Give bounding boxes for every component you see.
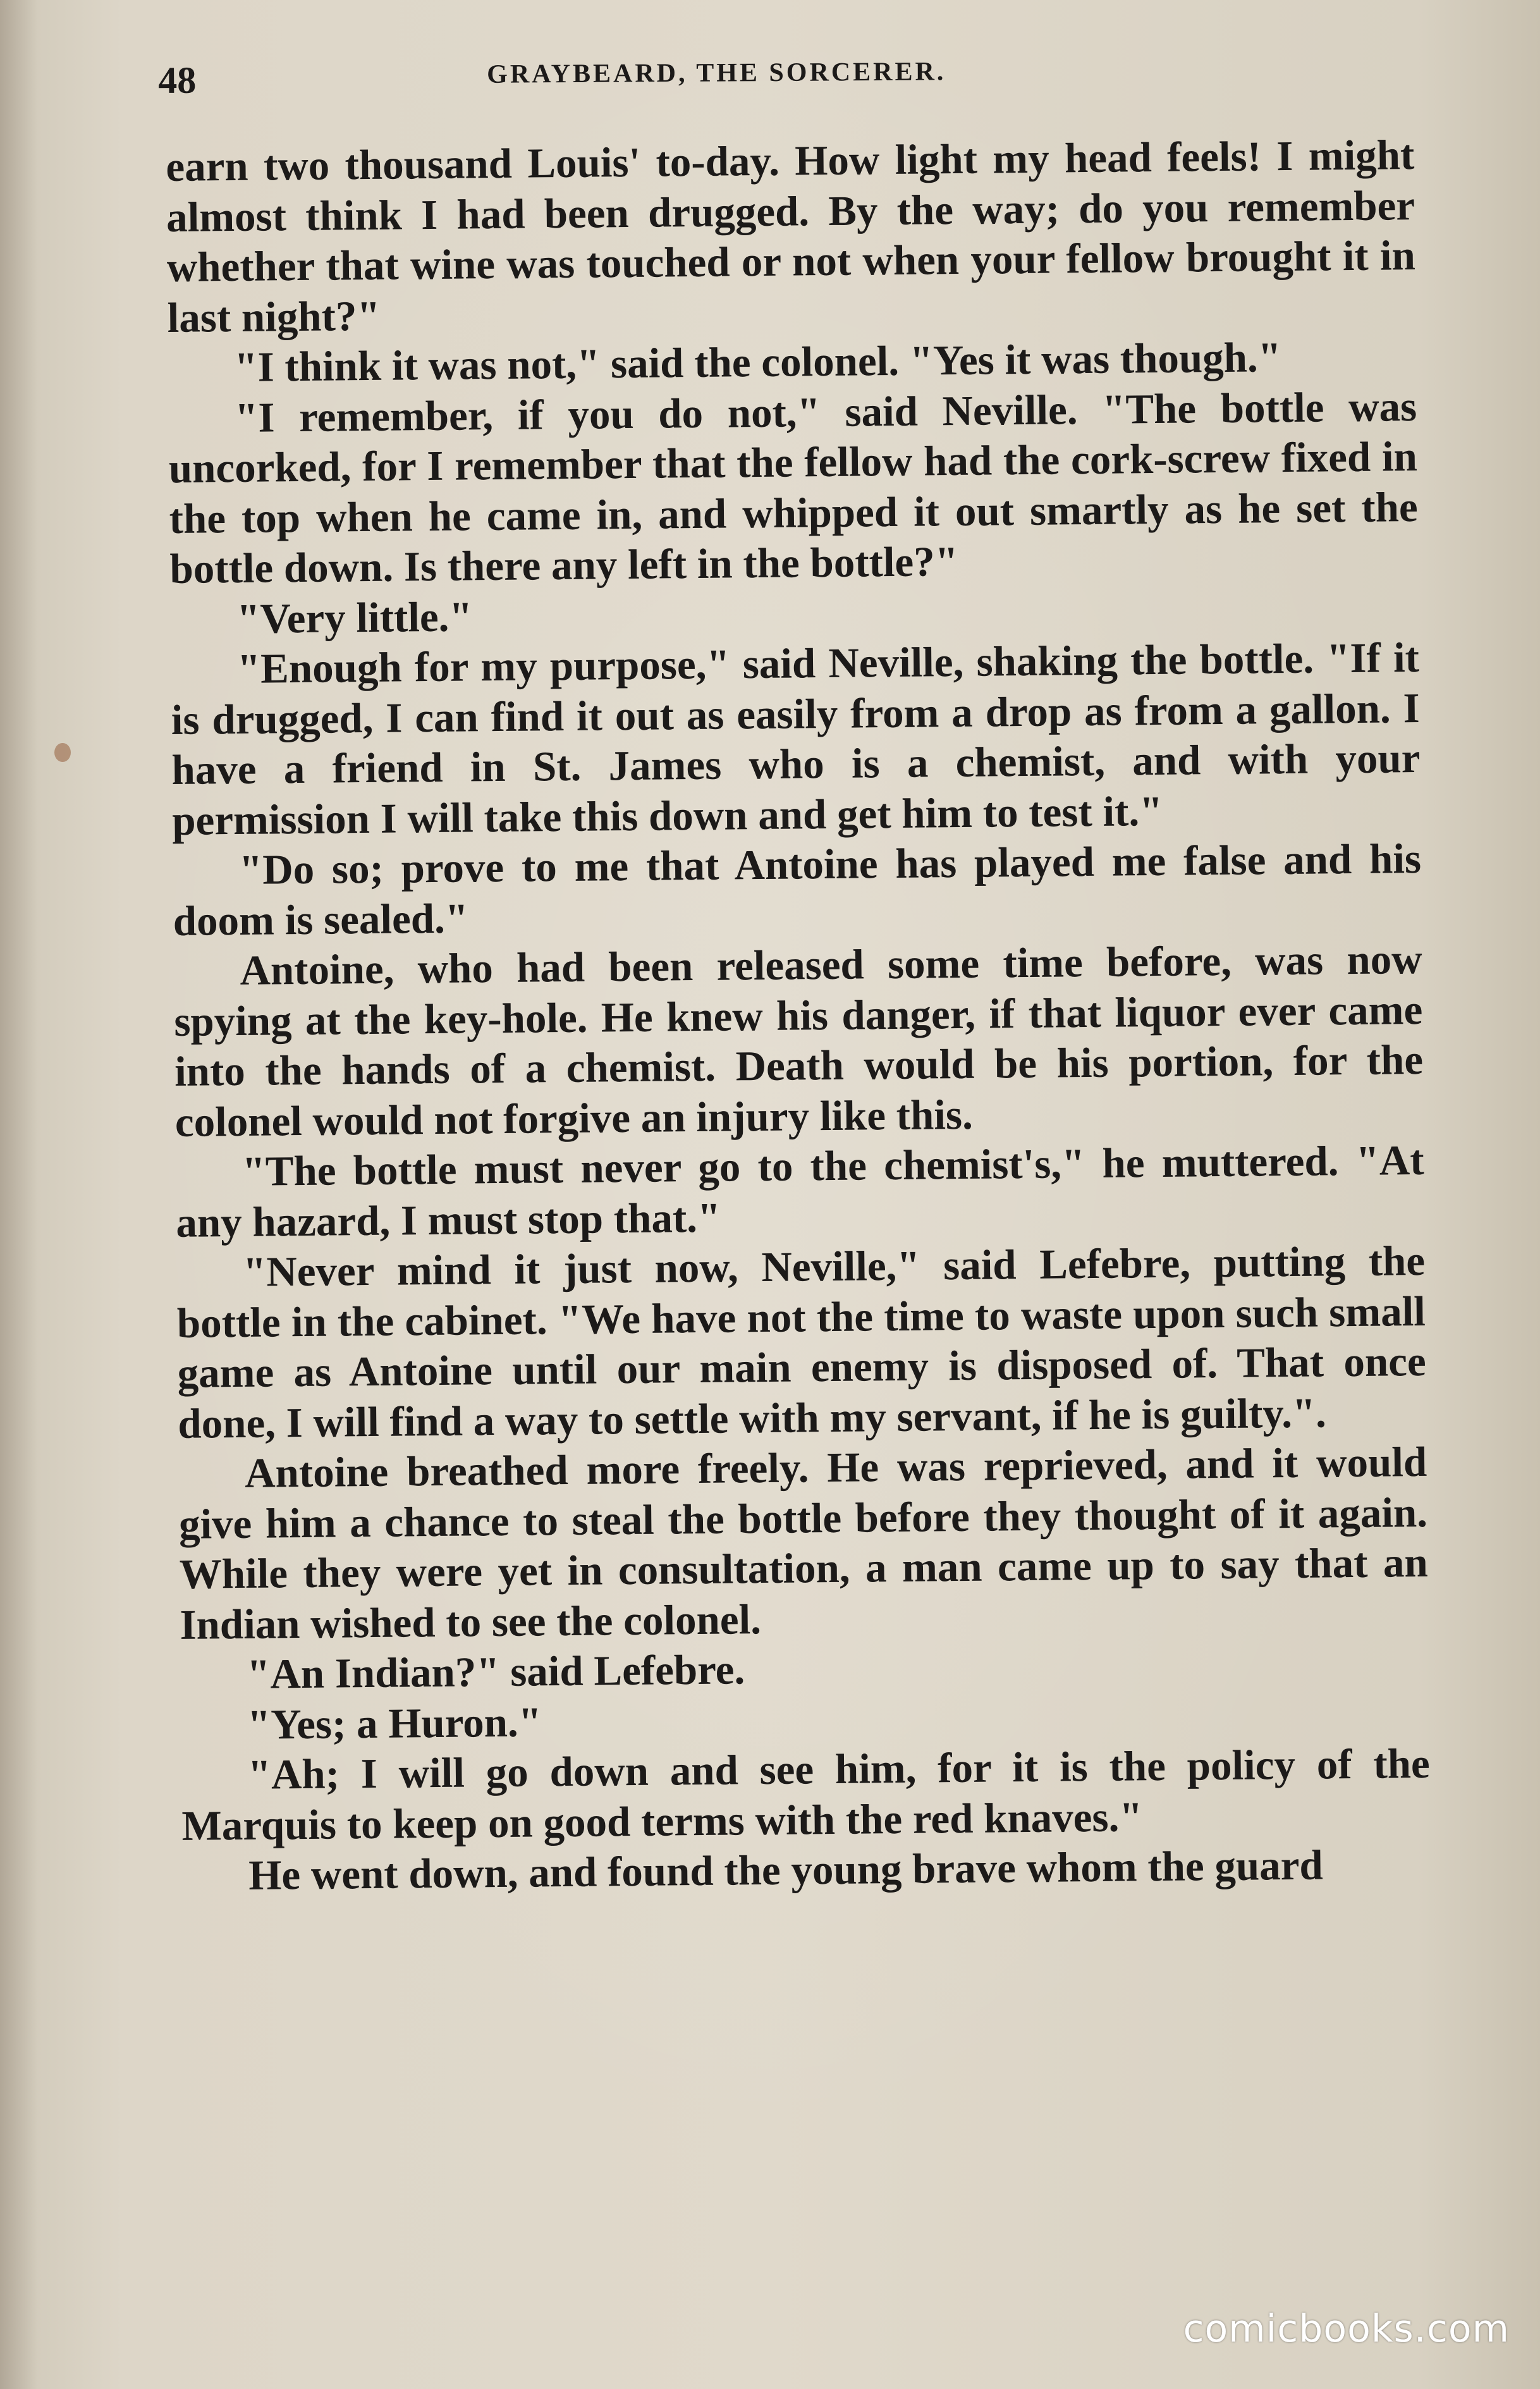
paragraph: He went down, and found the young brave whom the guard <box>248 1841 1324 1899</box>
paragraph: Antoine, who had been released some time before, was now spying at the key-hole. He knew his danger, if that liquor ever came into the hands of a chemist. Death would be his portion, for the colonel would not forgive an injury like this. <box>173 935 1424 1146</box>
page-header <box>158 46 1398 111</box>
paragraph: "Yes; a Huron." <box>247 1698 542 1748</box>
paragraph: "Ah; I will go down and see him, for it is the policy of the Marquis to keep on good terms with the red knaves." <box>181 1740 1431 1850</box>
paragraph: "An Indian?" said Lefebre. <box>246 1646 745 1698</box>
page-number: 48 <box>158 59 197 101</box>
site-watermark: comicbooks.com <box>1183 2307 1510 2351</box>
page-edge-shadow <box>0 0 38 2389</box>
paragraph: "I think it was not," said the colonel. "Yes it was though." <box>234 334 1282 391</box>
paragraph: "Never mind it just now, Neville," said Lefebre, putting the bottle in the cabinet. "We have not the time to waste upon such small game as Antoine until our main enemy is disposed of. That once done, I will find a way to settle with my servant, if he is guilty.". <box>176 1237 1426 1447</box>
paragraph: "Do so; prove to me that Antoine has played me false and his doom is sealed." <box>173 835 1422 945</box>
paragraph: "The bottle must never go to the chemist's," he muttered. "At any hazard, I must stop that." <box>176 1136 1424 1246</box>
running-head: GRAYBEARD, THE SORCERER. <box>487 57 946 89</box>
paragraph: "I remember, if you do not," said Neville. "The bottle was uncorked, for I remember that the fellow had the cork-screw fixed in the top when he came in, and whipped it out smartly as he set the bottle down. Is there any left in the bottle?" <box>168 383 1418 593</box>
page-body-text <box>166 130 1434 2216</box>
paper-stain <box>54 743 71 762</box>
paragraph: "Very little." <box>236 593 473 642</box>
paragraph: Antoine breathed more freely. He was reprieved, and it would give him a chance to steal the bottle before they thought of it again. While they were yet in consultation, a man came up to say that an Indian wished to see the colonel. <box>178 1438 1429 1649</box>
paragraph: earn two thousand Louis' to-day. How light my head feels! I might almost think I had been drugged. By the way; do you remember whether that wine was touched or not when your fellow brought it in last night?" <box>166 132 1416 341</box>
paragraph: "Enough for my purpose," said Neville, shaking the bottle. "If it is drugged, I can find it out as easily from a drop as from a gallon. I have a friend in St. James who is a chemist, and with your permission I will take this down and get him to test it." <box>171 634 1421 844</box>
